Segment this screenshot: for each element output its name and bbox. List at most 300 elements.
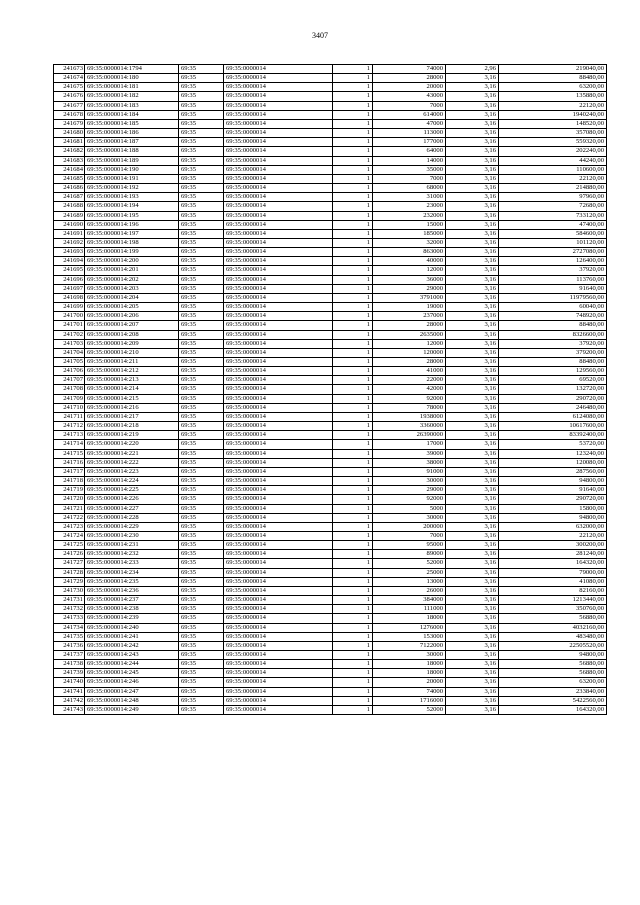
row-number-cell: 241687 xyxy=(54,193,85,202)
zone-code-cell: 69:35 xyxy=(179,147,224,156)
row-number-cell: 241693 xyxy=(54,248,85,257)
cadastral-value-cell: 101120,00 xyxy=(499,238,607,247)
cadastral-value-cell: 63200,00 xyxy=(499,678,607,687)
area-cell: 14000 xyxy=(373,156,446,165)
zone-code-cell: 69:35 xyxy=(179,531,224,540)
cadastral-value-cell: 110600,00 xyxy=(499,165,607,174)
cadastral-quarter-cell: 69:35:0000014 xyxy=(224,522,333,531)
table-row xyxy=(54,74,607,83)
cadastral-value-cell: 6124080,00 xyxy=(499,412,607,421)
table-row xyxy=(54,678,607,687)
table-row xyxy=(54,129,607,138)
quantity-cell: 1 xyxy=(333,303,373,312)
rate-cell: 3,16 xyxy=(446,623,499,632)
rate-cell: 3,16 xyxy=(446,238,499,247)
cadastral-number-cell: 69:35:0000014:232 xyxy=(85,550,179,559)
area-cell: 38000 xyxy=(373,458,446,467)
rate-cell: 3,16 xyxy=(446,119,499,128)
zone-code-cell: 69:35 xyxy=(179,330,224,339)
quantity-cell: 1 xyxy=(333,687,373,696)
rate-cell: 3,16 xyxy=(446,632,499,641)
quantity-cell: 1 xyxy=(333,696,373,705)
table-row xyxy=(54,641,607,650)
rate-cell: 3,16 xyxy=(446,229,499,238)
cadastral-quarter-cell: 69:35:0000014 xyxy=(224,550,333,559)
quantity-cell: 1 xyxy=(333,412,373,421)
area-cell: 22000 xyxy=(373,376,446,385)
rate-cell: 3,16 xyxy=(446,248,499,257)
rate-cell: 3,16 xyxy=(446,129,499,138)
row-number-cell: 241702 xyxy=(54,330,85,339)
quantity-cell: 1 xyxy=(333,495,373,504)
zone-code-cell: 69:35 xyxy=(179,541,224,550)
row-number-cell: 241686 xyxy=(54,184,85,193)
cadastral-value-cell: 37920,00 xyxy=(499,266,607,275)
cadastral-number-cell: 69:35:0000014:211 xyxy=(85,358,179,367)
row-number-cell: 241685 xyxy=(54,174,85,183)
cadastral-number-cell: 69:35:0000014:204 xyxy=(85,293,179,302)
cadastral-number-cell: 69:35:0000014:1794 xyxy=(85,65,179,74)
cadastral-value-cell: 79000,00 xyxy=(499,568,607,577)
zone-code-cell: 69:35 xyxy=(179,257,224,266)
row-number-cell: 241734 xyxy=(54,623,85,632)
quantity-cell: 1 xyxy=(333,458,373,467)
area-cell: 64000 xyxy=(373,147,446,156)
area-cell: 40000 xyxy=(373,257,446,266)
cadastral-quarter-cell: 69:35:0000014 xyxy=(224,669,333,678)
zone-code-cell: 69:35 xyxy=(179,248,224,257)
area-cell: 95000 xyxy=(373,541,446,550)
cadastral-value-cell: 60040,00 xyxy=(499,303,607,312)
quantity-cell: 1 xyxy=(333,477,373,486)
quantity-cell: 1 xyxy=(333,312,373,321)
cadastral-number-cell: 69:35:0000014:203 xyxy=(85,284,179,293)
rate-cell: 3,16 xyxy=(446,303,499,312)
rate-cell: 3,16 xyxy=(446,293,499,302)
row-number-cell: 241691 xyxy=(54,229,85,238)
table-row xyxy=(54,303,607,312)
cadastral-quarter-cell: 69:35:0000014 xyxy=(224,513,333,522)
quantity-cell: 1 xyxy=(333,65,373,74)
area-cell: 120000 xyxy=(373,348,446,357)
zone-code-cell: 69:35 xyxy=(179,220,224,229)
cadastral-quarter-cell: 69:35:0000014 xyxy=(224,559,333,568)
zone-code-cell: 69:35 xyxy=(179,586,224,595)
area-cell: 1276000 xyxy=(373,623,446,632)
area-cell: 52000 xyxy=(373,559,446,568)
cadastral-quarter-cell: 69:35:0000014 xyxy=(224,184,333,193)
table-row xyxy=(54,376,607,385)
cadastral-number-cell: 69:35:0000014:184 xyxy=(85,110,179,119)
cadastral-number-cell: 69:35:0000014:238 xyxy=(85,605,179,614)
zone-code-cell: 69:35 xyxy=(179,92,224,101)
cadastral-value-cell: 290720,00 xyxy=(499,394,607,403)
table-row xyxy=(54,138,607,147)
cadastral-quarter-cell: 69:35:0000014 xyxy=(224,467,333,476)
row-number-cell: 241674 xyxy=(54,74,85,83)
rate-cell: 3,16 xyxy=(446,220,499,229)
rate-cell: 3,16 xyxy=(446,495,499,504)
cadastral-value-cell: 22120,00 xyxy=(499,174,607,183)
quantity-cell: 1 xyxy=(333,596,373,605)
quantity-cell: 1 xyxy=(333,83,373,92)
zone-code-cell: 69:35 xyxy=(179,641,224,650)
table-row xyxy=(54,477,607,486)
row-number-cell: 241723 xyxy=(54,522,85,531)
cadastral-quarter-cell: 69:35:0000014 xyxy=(224,92,333,101)
cadastral-number-cell: 69:35:0000014:227 xyxy=(85,504,179,513)
zone-code-cell: 69:35 xyxy=(179,449,224,458)
row-number-cell: 241722 xyxy=(54,513,85,522)
quantity-cell: 1 xyxy=(333,367,373,376)
table-row xyxy=(54,605,607,614)
cadastral-quarter-cell: 69:35:0000014 xyxy=(224,202,333,211)
zone-code-cell: 69:35 xyxy=(179,522,224,531)
area-cell: 42000 xyxy=(373,385,446,394)
cadastral-value-cell: 83392400,00 xyxy=(499,431,607,440)
zone-code-cell: 69:35 xyxy=(179,669,224,678)
rate-cell: 3,16 xyxy=(446,614,499,623)
row-number-cell: 241705 xyxy=(54,358,85,367)
area-cell: 18000 xyxy=(373,660,446,669)
quantity-cell: 1 xyxy=(333,348,373,357)
quantity-cell: 1 xyxy=(333,559,373,568)
rate-cell: 3,16 xyxy=(446,541,499,550)
quantity-cell: 1 xyxy=(333,321,373,330)
cadastral-number-cell: 69:35:0000014:236 xyxy=(85,586,179,595)
rate-cell: 3,16 xyxy=(446,605,499,614)
quantity-cell: 1 xyxy=(333,330,373,339)
table-row xyxy=(54,358,607,367)
table-row xyxy=(54,614,607,623)
rate-cell: 3,16 xyxy=(446,596,499,605)
row-number-cell: 241732 xyxy=(54,605,85,614)
row-number-cell: 241699 xyxy=(54,303,85,312)
quantity-cell: 1 xyxy=(333,129,373,138)
rate-cell: 3,16 xyxy=(446,266,499,275)
rate-cell: 3,16 xyxy=(446,660,499,669)
cadastral-number-cell: 69:35:0000014:210 xyxy=(85,348,179,357)
cadastral-number-cell: 69:35:0000014:197 xyxy=(85,229,179,238)
cadastral-quarter-cell: 69:35:0000014 xyxy=(224,147,333,156)
cadastral-quarter-cell: 69:35:0000014 xyxy=(224,596,333,605)
row-number-cell: 241736 xyxy=(54,641,85,650)
quantity-cell: 1 xyxy=(333,605,373,614)
cadastral-number-cell: 69:35:0000014:180 xyxy=(85,74,179,83)
quantity-cell: 1 xyxy=(333,266,373,275)
cadastral-value-cell: 379200,00 xyxy=(499,348,607,357)
rate-cell: 3,16 xyxy=(446,486,499,495)
zone-code-cell: 69:35 xyxy=(179,229,224,238)
cadastral-quarter-cell: 69:35:0000014 xyxy=(224,623,333,632)
cadastral-number-cell: 69:35:0000014:195 xyxy=(85,211,179,220)
row-number-cell: 241688 xyxy=(54,202,85,211)
rate-cell: 3,16 xyxy=(446,312,499,321)
row-number-cell: 241727 xyxy=(54,559,85,568)
cadastral-value-cell: 8326600,00 xyxy=(499,330,607,339)
cadastral-number-cell: 69:35:0000014:186 xyxy=(85,129,179,138)
area-cell: 185000 xyxy=(373,229,446,238)
area-cell: 43000 xyxy=(373,92,446,101)
cadastral-number-cell: 69:35:0000014:187 xyxy=(85,138,179,147)
row-number-cell: 241725 xyxy=(54,541,85,550)
area-cell: 32000 xyxy=(373,238,446,247)
cadastral-number-cell: 69:35:0000014:181 xyxy=(85,83,179,92)
table-row xyxy=(54,293,607,302)
rate-cell: 3,16 xyxy=(446,275,499,284)
area-cell: 28000 xyxy=(373,321,446,330)
row-number-cell: 241739 xyxy=(54,669,85,678)
area-cell: 12000 xyxy=(373,339,446,348)
zone-code-cell: 69:35 xyxy=(179,358,224,367)
zone-code-cell: 69:35 xyxy=(179,458,224,467)
area-cell: 89000 xyxy=(373,550,446,559)
quantity-cell: 1 xyxy=(333,110,373,119)
cadastral-number-cell: 69:35:0000014:234 xyxy=(85,568,179,577)
cadastral-number-cell: 69:35:0000014:246 xyxy=(85,678,179,687)
area-cell: 26000 xyxy=(373,586,446,595)
cadastral-value-cell: 350760,00 xyxy=(499,605,607,614)
zone-code-cell: 69:35 xyxy=(179,110,224,119)
cadastral-value-cell: 22505520,00 xyxy=(499,641,607,650)
cadastral-value-cell: 88480,00 xyxy=(499,74,607,83)
rate-cell: 3,16 xyxy=(446,641,499,650)
quantity-cell: 1 xyxy=(333,531,373,540)
zone-code-cell: 69:35 xyxy=(179,422,224,431)
row-number-cell: 241695 xyxy=(54,266,85,275)
zone-code-cell: 69:35 xyxy=(179,513,224,522)
area-cell: 13000 xyxy=(373,577,446,586)
cadastral-number-cell: 69:35:0000014:189 xyxy=(85,156,179,165)
area-cell: 614000 xyxy=(373,110,446,119)
row-number-cell: 241675 xyxy=(54,83,85,92)
area-cell: 5000 xyxy=(373,504,446,513)
cadastral-number-cell: 69:35:0000014:219 xyxy=(85,431,179,440)
cadastral-quarter-cell: 69:35:0000014 xyxy=(224,568,333,577)
cadastral-number-cell: 69:35:0000014:220 xyxy=(85,440,179,449)
cadastral-value-cell: 5422560,00 xyxy=(499,696,607,705)
cadastral-quarter-cell: 69:35:0000014 xyxy=(224,577,333,586)
zone-code-cell: 69:35 xyxy=(179,440,224,449)
cadastral-quarter-cell: 69:35:0000014 xyxy=(224,696,333,705)
area-cell: 39000 xyxy=(373,449,446,458)
quantity-cell: 1 xyxy=(333,550,373,559)
zone-code-cell: 69:35 xyxy=(179,568,224,577)
quantity-cell: 1 xyxy=(333,238,373,247)
table-row xyxy=(54,257,607,266)
row-number-cell: 241737 xyxy=(54,651,85,660)
area-cell: 384000 xyxy=(373,596,446,605)
rate-cell: 3,16 xyxy=(446,687,499,696)
cadastral-value-cell: 132720,00 xyxy=(499,385,607,394)
row-number-cell: 241710 xyxy=(54,403,85,412)
rate-cell: 3,16 xyxy=(446,83,499,92)
cadastral-value-cell: 63200,00 xyxy=(499,83,607,92)
cadastral-number-cell: 69:35:0000014:242 xyxy=(85,641,179,650)
area-cell: 18000 xyxy=(373,669,446,678)
zone-code-cell: 69:35 xyxy=(179,394,224,403)
cadastral-quarter-cell: 69:35:0000014 xyxy=(224,687,333,696)
cadastral-number-cell: 69:35:0000014:217 xyxy=(85,412,179,421)
cadastral-value-cell: 290720,00 xyxy=(499,495,607,504)
quantity-cell: 1 xyxy=(333,632,373,641)
quantity-cell: 1 xyxy=(333,248,373,257)
cadastral-value-cell: 11979560,00 xyxy=(499,293,607,302)
table-row xyxy=(54,596,607,605)
area-cell: 92000 xyxy=(373,495,446,504)
rate-cell: 3,16 xyxy=(446,101,499,110)
cadastral-quarter-cell: 69:35:0000014 xyxy=(224,156,333,165)
table-row xyxy=(54,568,607,577)
cadastral-quarter-cell: 69:35:0000014 xyxy=(224,138,333,147)
table-row xyxy=(54,403,607,412)
area-cell: 47000 xyxy=(373,119,446,128)
zone-code-cell: 69:35 xyxy=(179,202,224,211)
table-row xyxy=(54,550,607,559)
cadastral-quarter-cell: 69:35:0000014 xyxy=(224,632,333,641)
area-cell: 35000 xyxy=(373,165,446,174)
cadastral-quarter-cell: 69:35:0000014 xyxy=(224,449,333,458)
row-number-cell: 241678 xyxy=(54,110,85,119)
row-number-cell: 241701 xyxy=(54,321,85,330)
row-number-cell: 241738 xyxy=(54,660,85,669)
cadastral-number-cell: 69:35:0000014:228 xyxy=(85,513,179,522)
row-number-cell: 241704 xyxy=(54,348,85,357)
rate-cell: 3,16 xyxy=(446,165,499,174)
cadastral-quarter-cell: 69:35:0000014 xyxy=(224,257,333,266)
table-row xyxy=(54,211,607,220)
cadastral-value-cell: 632000,00 xyxy=(499,522,607,531)
cadastral-value-cell: 94800,00 xyxy=(499,513,607,522)
rate-cell: 3,16 xyxy=(446,403,499,412)
zone-code-cell: 69:35 xyxy=(179,174,224,183)
quantity-cell: 1 xyxy=(333,92,373,101)
row-number-cell: 241709 xyxy=(54,394,85,403)
quantity-cell: 1 xyxy=(333,568,373,577)
cadastral-value-cell: 53720,00 xyxy=(499,440,607,449)
quantity-cell: 1 xyxy=(333,586,373,595)
cadastral-quarter-cell: 69:35:0000014 xyxy=(224,394,333,403)
zone-code-cell: 69:35 xyxy=(179,312,224,321)
table-row xyxy=(54,486,607,495)
cadastral-number-cell: 69:35:0000014:198 xyxy=(85,238,179,247)
cadastral-value-cell: 113760,00 xyxy=(499,275,607,284)
quantity-cell: 1 xyxy=(333,284,373,293)
cadastral-quarter-cell: 69:35:0000014 xyxy=(224,458,333,467)
cadastral-value-cell: 56880,00 xyxy=(499,660,607,669)
cadastral-number-cell: 69:35:0000014:248 xyxy=(85,696,179,705)
area-cell: 863000 xyxy=(373,248,446,257)
area-cell: 30000 xyxy=(373,477,446,486)
cadastral-value-cell: 483480,00 xyxy=(499,632,607,641)
table-row xyxy=(54,266,607,275)
zone-code-cell: 69:35 xyxy=(179,275,224,284)
row-number-cell: 241694 xyxy=(54,257,85,266)
cadastral-quarter-cell: 69:35:0000014 xyxy=(224,129,333,138)
table-row xyxy=(54,531,607,540)
cadastral-number-cell: 69:35:0000014:230 xyxy=(85,531,179,540)
cadastral-number-cell: 69:35:0000014:221 xyxy=(85,449,179,458)
cadastral-number-cell: 69:35:0000014:194 xyxy=(85,202,179,211)
cadastral-number-cell: 69:35:0000014:215 xyxy=(85,394,179,403)
table-row xyxy=(54,559,607,568)
area-cell: 36000 xyxy=(373,275,446,284)
rate-cell: 3,16 xyxy=(446,348,499,357)
cadastral-value-cell: 129560,00 xyxy=(499,367,607,376)
zone-code-cell: 69:35 xyxy=(179,156,224,165)
table-row xyxy=(54,522,607,531)
cadastral-number-cell: 69:35:0000014:207 xyxy=(85,321,179,330)
quantity-cell: 1 xyxy=(333,156,373,165)
area-cell: 200000 xyxy=(373,522,446,531)
cadastral-quarter-cell: 69:35:0000014 xyxy=(224,229,333,238)
quantity-cell: 1 xyxy=(333,403,373,412)
quantity-cell: 1 xyxy=(333,138,373,147)
cadastral-quarter-cell: 69:35:0000014 xyxy=(224,266,333,275)
cadastral-quarter-cell: 69:35:0000014 xyxy=(224,238,333,247)
area-cell: 23000 xyxy=(373,202,446,211)
row-number-cell: 241731 xyxy=(54,596,85,605)
cadastral-value-cell: 300200,00 xyxy=(499,541,607,550)
cadastral-number-cell: 69:35:0000014:245 xyxy=(85,669,179,678)
area-cell: 237000 xyxy=(373,312,446,321)
area-cell: 52000 xyxy=(373,705,446,714)
table-row xyxy=(54,348,607,357)
cadastral-quarter-cell: 69:35:0000014 xyxy=(224,211,333,220)
area-cell: 232000 xyxy=(373,211,446,220)
quantity-cell: 1 xyxy=(333,705,373,714)
cadastral-quarter-cell: 69:35:0000014 xyxy=(224,641,333,650)
cadastral-value-cell: 126400,00 xyxy=(499,257,607,266)
table-row xyxy=(54,504,607,513)
quantity-cell: 1 xyxy=(333,513,373,522)
table-row xyxy=(54,202,607,211)
quantity-cell: 1 xyxy=(333,431,373,440)
cadastral-number-cell: 69:35:0000014:218 xyxy=(85,422,179,431)
table-row xyxy=(54,119,607,128)
cadastral-value-cell: 37920,00 xyxy=(499,339,607,348)
row-number-cell: 241679 xyxy=(54,119,85,128)
row-number-cell: 241730 xyxy=(54,586,85,595)
zone-code-cell: 69:35 xyxy=(179,705,224,714)
quantity-cell: 1 xyxy=(333,193,373,202)
cadastral-value-cell: 41080,00 xyxy=(499,577,607,586)
cadastral-value-cell: 82160,00 xyxy=(499,586,607,595)
zone-code-cell: 69:35 xyxy=(179,495,224,504)
cadastral-value-cell: 94800,00 xyxy=(499,477,607,486)
cadastral-number-cell: 69:35:0000014:244 xyxy=(85,660,179,669)
cadastral-value-cell: 148520,00 xyxy=(499,119,607,128)
area-cell: 25000 xyxy=(373,568,446,577)
table-row xyxy=(54,513,607,522)
cadastral-quarter-cell: 69:35:0000014 xyxy=(224,651,333,660)
rate-cell: 3,16 xyxy=(446,440,499,449)
zone-code-cell: 69:35 xyxy=(179,632,224,641)
area-cell: 30000 xyxy=(373,651,446,660)
cadastral-value-cell: 202240,00 xyxy=(499,147,607,156)
table-row xyxy=(54,422,607,431)
area-cell: 15000 xyxy=(373,220,446,229)
zone-code-cell: 69:35 xyxy=(179,284,224,293)
cadastral-number-cell: 69:35:0000014:243 xyxy=(85,651,179,660)
cadastral-number-cell: 69:35:0000014:200 xyxy=(85,257,179,266)
zone-code-cell: 69:35 xyxy=(179,660,224,669)
cadastral-quarter-cell: 69:35:0000014 xyxy=(224,293,333,302)
cadastral-quarter-cell: 69:35:0000014 xyxy=(224,83,333,92)
cadastral-quarter-cell: 69:35:0000014 xyxy=(224,412,333,421)
zone-code-cell: 69:35 xyxy=(179,559,224,568)
table-row xyxy=(54,312,607,321)
